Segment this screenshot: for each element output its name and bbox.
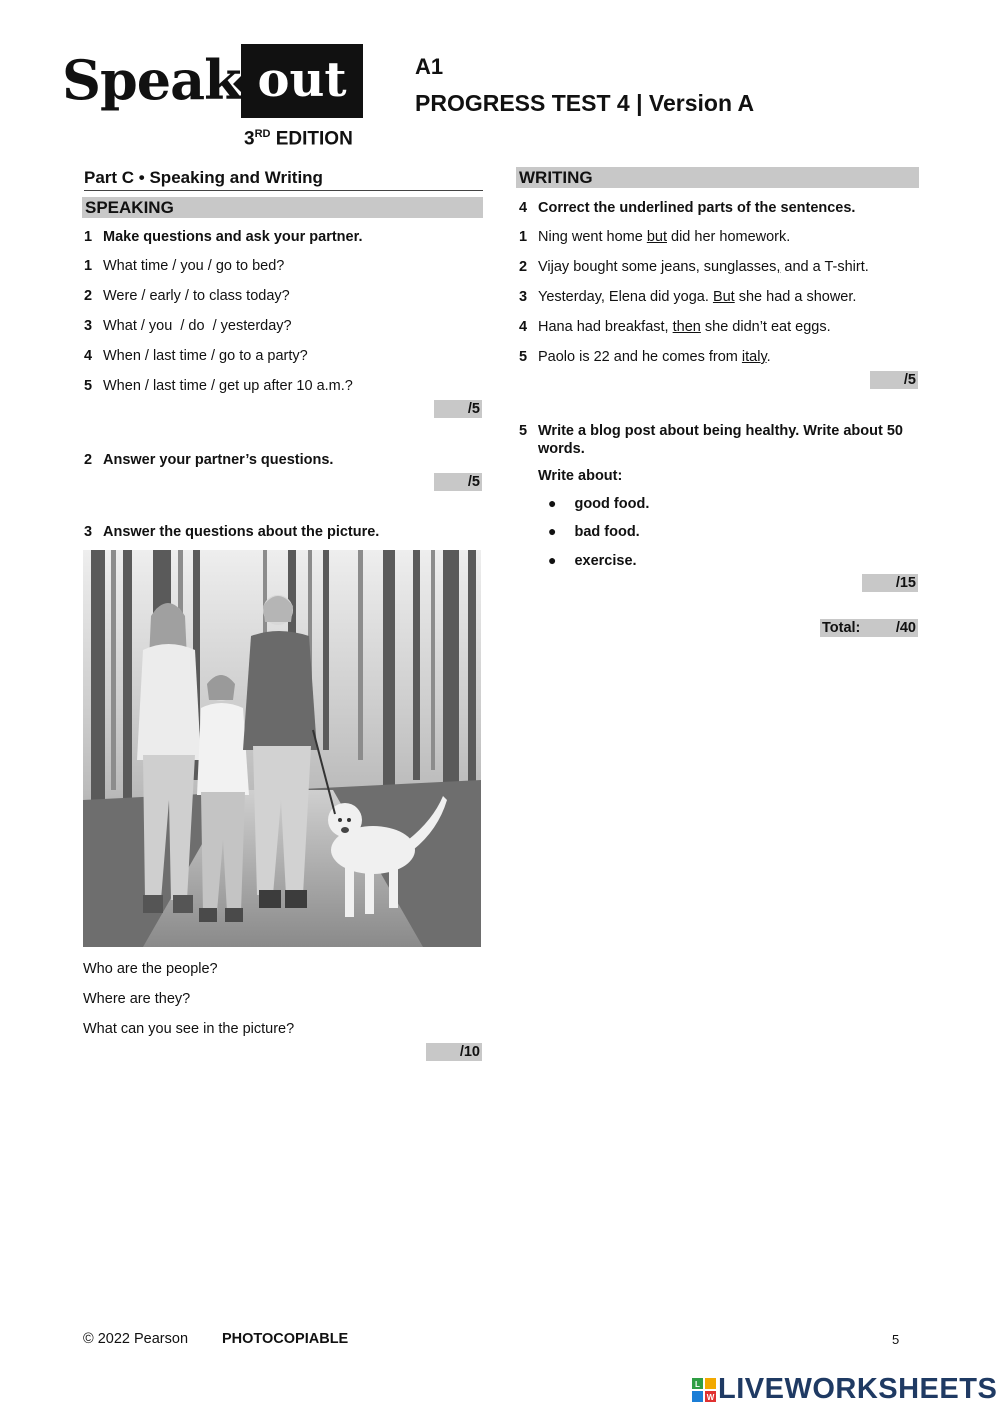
bullet-item: ● bad food. xyxy=(548,523,640,540)
bullet-dot-icon: ● xyxy=(548,523,557,539)
writing-q4-item: 5 Paolo is 22 and he comes from italy. xyxy=(519,349,771,365)
photocopiable-label: PHOTOCOPIABLE xyxy=(222,1331,349,1347)
part-title: Part C • Speaking and Writing xyxy=(84,168,483,191)
total-score-box: Total: /40 xyxy=(822,620,916,636)
writing-q4-prompt: 4 Correct the underlined parts of the sentences. xyxy=(519,200,856,216)
liveworksheets-brand[interactable]: LIVEWORKSHEETS xyxy=(718,1373,998,1405)
bullet-dot-icon: ● xyxy=(548,495,557,511)
speaking-q3-score: /10 xyxy=(426,1043,482,1061)
writing-q4-item: 3 Yesterday, Elena did yoga. But she had a shower. xyxy=(519,289,857,305)
speaking-q1-score: /5 xyxy=(434,400,482,418)
writing-section-title: WRITING xyxy=(516,167,919,188)
writing-q4-item: 2 Vijay bought some jeans, sunglasses, and a T-shirt. xyxy=(519,259,869,275)
writing-q4-item: 1 Ning went home but did her homework. xyxy=(519,229,791,245)
speaking-section-title: SPEAKING xyxy=(82,197,483,218)
level-label: A1 xyxy=(415,54,444,79)
bullet-item: ● exercise. xyxy=(548,552,637,569)
speaking-q2-prompt: 2 Answer your partner’s questions. xyxy=(84,452,334,468)
copyright-text: © 2022 Pearson xyxy=(83,1331,189,1347)
speaking-q1-prompt: 1 Make questions and ask your partner. xyxy=(84,229,363,245)
writing-q4-item: 4 Hana had breakfast, then she didn’t eat eggs. xyxy=(519,319,831,335)
speaking-q1-item: 4 When / last time / go to a party? xyxy=(84,348,308,364)
svg-text:W: W xyxy=(706,1393,715,1402)
bullet-item: ● good food. xyxy=(548,495,650,512)
writing-q5-score: /15 xyxy=(862,574,918,592)
logo-speak-text: Speak xyxy=(62,48,241,112)
page-number: 5 xyxy=(892,1332,900,1347)
speaking-q1-item: 2 Were / early / to class today? xyxy=(84,288,290,304)
logo-out-box: out xyxy=(241,44,363,118)
bullet-dot-icon: ● xyxy=(548,552,557,568)
picture-question: Where are they? xyxy=(83,991,191,1007)
speaking-q1-item: 1 What time / you / go to bed? xyxy=(84,258,285,274)
liveworksheets-logo-icon xyxy=(692,1378,716,1402)
speaking-q1-item: 5 When / last time / get up after 10 a.m.? xyxy=(84,378,353,394)
logo-edition: 3RD EDITION xyxy=(244,128,353,150)
family-walking-photo xyxy=(83,550,481,947)
picture-question: What can you see in the picture? xyxy=(83,1021,295,1037)
picture-question: Who are the people? xyxy=(83,961,218,977)
speaking-q3-prompt: 3 Answer the questions about the picture. xyxy=(84,524,380,540)
writing-q4-score: /5 xyxy=(870,371,918,389)
writing-q5-prompt: 5 Write a blog post about being healthy. Write about 50 words. xyxy=(519,423,903,457)
speaking-q2-score: /5 xyxy=(434,473,482,491)
write-about-label: Write about: xyxy=(538,468,623,484)
speaking-q1-item: 3 What / you / do / yesterday? xyxy=(84,318,292,334)
test-title: PROGRESS TEST 4 | Version A xyxy=(415,90,755,116)
svg-text:L: L xyxy=(695,1380,700,1389)
